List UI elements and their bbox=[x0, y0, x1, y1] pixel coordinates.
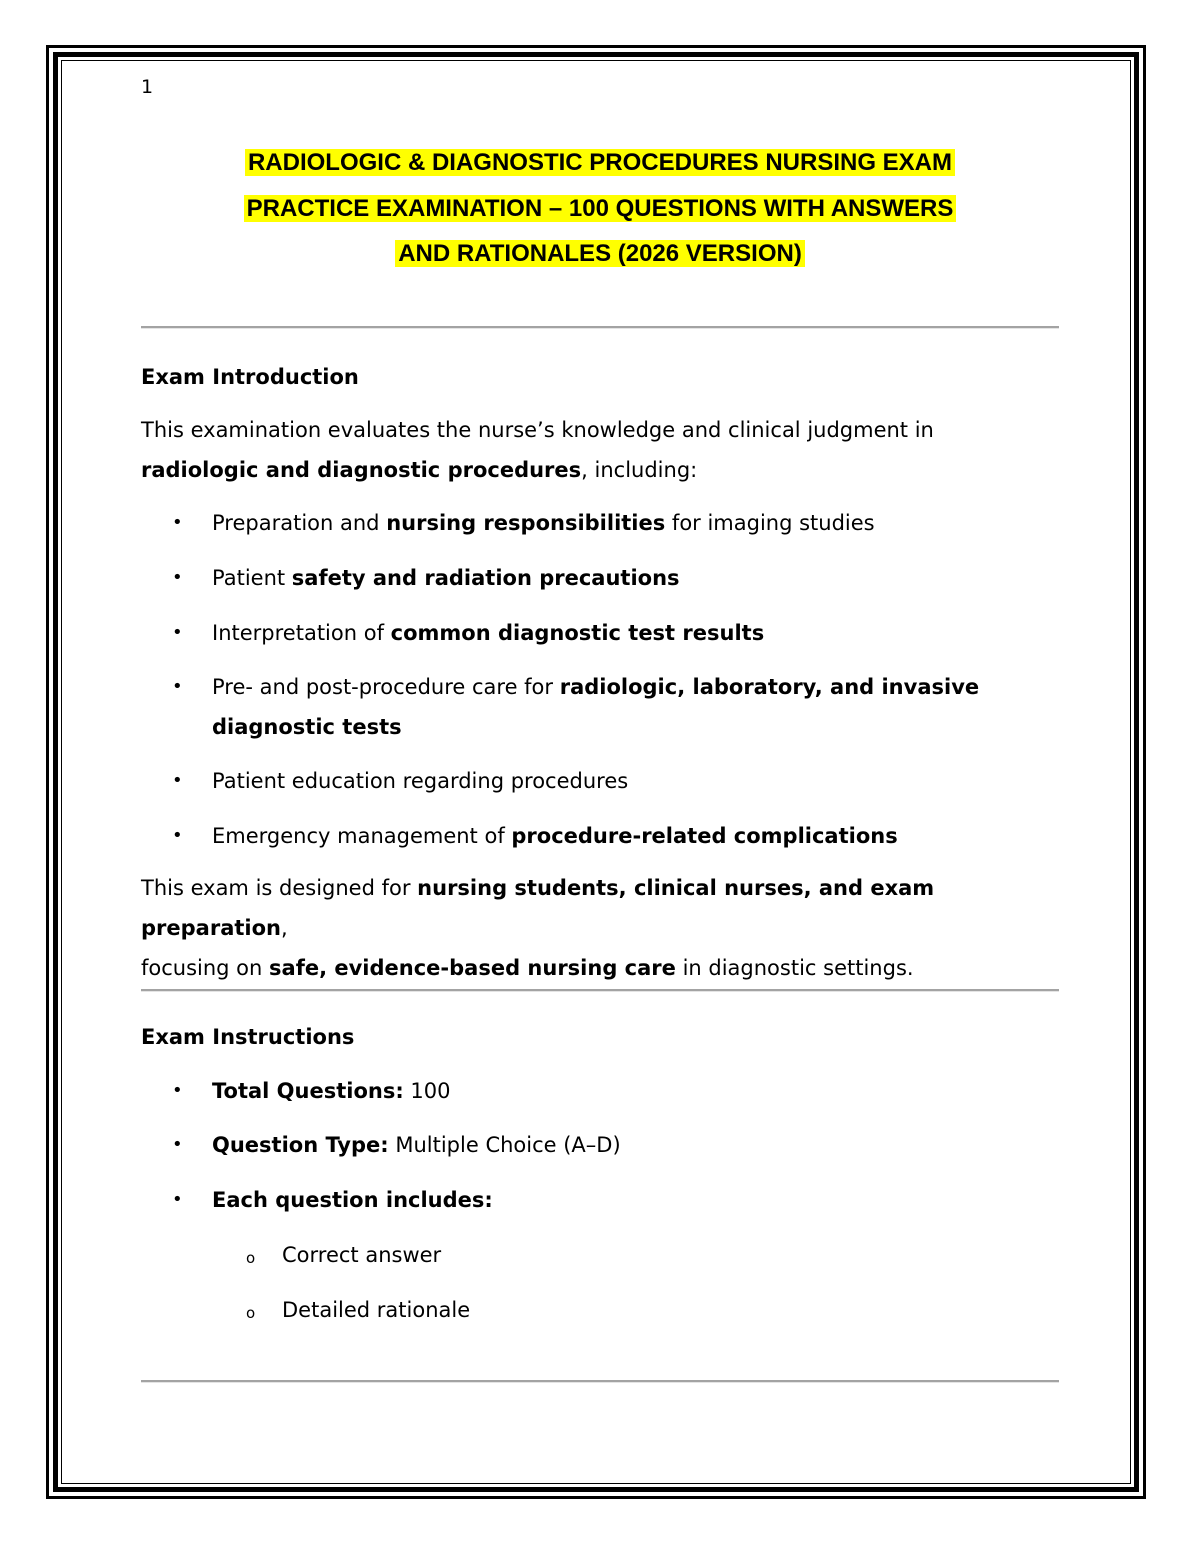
intro-heading: Exam Introduction bbox=[141, 365, 359, 389]
list-item: o Correct answer bbox=[141, 1235, 1041, 1275]
intro-text-2: radiologic and diagnostic procedures bbox=[141, 458, 582, 482]
list-item: • Emergency management of procedure-related complications bbox=[141, 816, 1041, 856]
intro-closing-paragraph: This exam is designed for nursing students, clinical nurses, and exam preparation, focusing on safe, evidence-based nursing care in diagnostic settings. bbox=[141, 876, 935, 980]
page-number: 1 bbox=[141, 76, 154, 98]
title-line-2: PRACTICE EXAMINATION – 100 QUESTIONS WITH ANSWERS bbox=[244, 195, 957, 222]
title-line-1: RADIOLOGIC & DIAGNOSTIC PROCEDURES NURSING EXAM bbox=[245, 149, 955, 176]
title-line-3: AND RATIONALES (2026 VERSION) bbox=[395, 240, 805, 267]
intro-text-3: , including: bbox=[581, 458, 698, 482]
document-title bbox=[120, 140, 1080, 277]
list-item: • Interpretation of common diagnostic test results bbox=[141, 613, 1041, 653]
list-item: • Patient education regarding procedures bbox=[141, 761, 1041, 801]
intro-bullet-list bbox=[141, 503, 1041, 856]
includes-sub-list bbox=[141, 1235, 1041, 1330]
instructions-heading: Exam Instructions bbox=[141, 1025, 355, 1049]
list-item: • Question Type: Multiple Choice (A–D) bbox=[141, 1125, 1041, 1165]
section-divider bbox=[141, 989, 1059, 992]
list-item: • Preparation and nursing responsibilities for imaging studies bbox=[141, 503, 1041, 543]
intro-text-1: This examination evaluates the nurse’s knowledge and clinical judgment in bbox=[141, 418, 934, 442]
intro-paragraph bbox=[141, 410, 1071, 490]
list-item: • Total Questions: 100 bbox=[141, 1071, 1041, 1111]
section-divider bbox=[141, 1380, 1059, 1383]
list-item: o Detailed rationale bbox=[141, 1290, 1041, 1330]
section-divider bbox=[141, 326, 1059, 329]
list-item: • Each question includes: bbox=[141, 1180, 1041, 1220]
instructions-list bbox=[141, 1071, 1041, 1220]
list-item: • Patient safety and radiation precautions bbox=[141, 558, 1041, 598]
list-item: • Pre- and post-procedure care for radiologic, laboratory, and invasive diagnostic tests bbox=[141, 667, 992, 747]
